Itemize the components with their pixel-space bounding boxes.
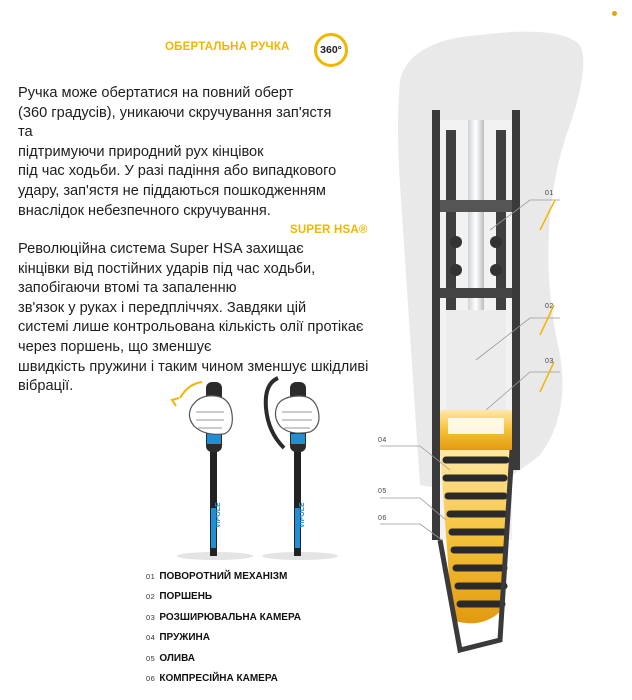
legend-num: 02 (146, 592, 156, 601)
pole-brand-label-2: VIPOLE (299, 502, 306, 528)
rotating-handle-description: Ручка може обертатися на повний оберт (360 градусів), уникаючи скручування зап'ястя та підтримуючи природний рух кінцівок під час ходьби. У разі падіння або випадкового удару, зап'ястя не піддаються пошкодженням внаслідок небезпечного скручування. (18, 85, 337, 219)
legend-label: РОЗШИРЮВАЛЬНА КАМЕРА (159, 612, 301, 623)
legend-item-compression-chamber (146, 673, 278, 684)
badge-label: 360° (320, 44, 342, 56)
legend-item-oil (146, 653, 195, 664)
legend-item-piston (146, 591, 212, 602)
rotating-handle-title: ОБЕРТАЛЬНА РУЧКА (165, 41, 290, 53)
legend-item-spring (146, 632, 210, 643)
super-hsa-title: SUPER HSA® (290, 224, 368, 236)
legend-label: ПРУЖИНА (159, 632, 210, 643)
callout-02: 02 (545, 303, 554, 310)
hand-pole-illustration (170, 368, 360, 568)
callout-04: 04 (378, 437, 387, 444)
rotation-360-badge (314, 33, 348, 67)
callout-05: 05 (378, 488, 387, 495)
callout-01: 01 (545, 190, 554, 197)
super-hsa-description: Революційна система Super HSA захищає кінцівки від постійних ударів під час ходьби, запобігаючи втомі та запаленню зв'язок у руках і передпліччях. Завдяки цій системі лише контрольована кількість олії протікає через поршень, що зменшує швидкість пружини і таким чином зменшує шкідливі вібрації. (18, 241, 369, 395)
legend-label: ОЛИВА (159, 653, 196, 664)
legend-label: КОМПРЕСІЙНА КАМЕРА (159, 673, 278, 684)
legend-num: 04 (146, 633, 156, 642)
decor-dot (612, 11, 617, 16)
callout-06: 06 (378, 515, 387, 522)
legend-item-expansion-chamber (146, 612, 301, 623)
callout-03: 03 (545, 358, 554, 365)
legend-num: 03 (146, 613, 156, 622)
legend-num: 05 (146, 654, 156, 663)
legend-num: 01 (146, 572, 156, 581)
hsa-cutaway-illustration (380, 0, 590, 690)
legend-label: ПОРШЕНЬ (159, 591, 213, 602)
legend-num: 06 (146, 674, 156, 683)
pole-brand-label: VIPOLE (215, 502, 222, 528)
legend-label: ПОВОРОТНИЙ МЕХАНІЗМ (159, 571, 288, 582)
legend-item-rotating-mechanism (146, 571, 287, 582)
